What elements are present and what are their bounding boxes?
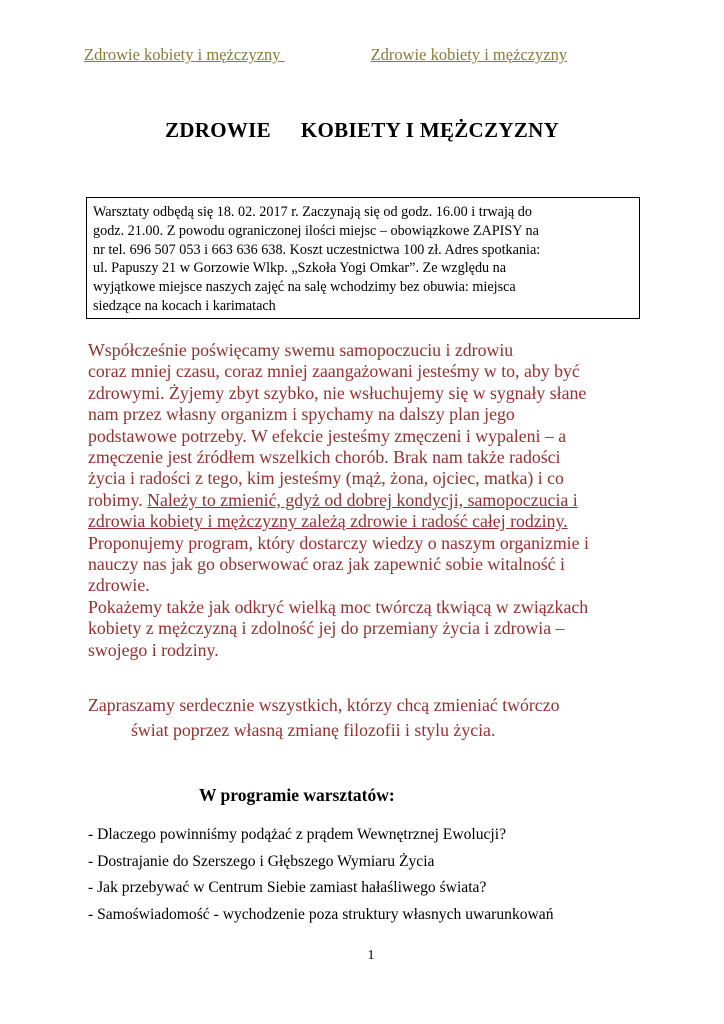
info-line: ul. Papuszy 21 w Gorzowie Wlkp. „Szkoła Yogi Omkar”. Ze względu na [93,260,507,277]
body-line: zdrowymi. Żyjemy zbyt szybko, nie wsłuchujemy się w sygnały słane [88,382,587,403]
page-title [0,118,724,143]
list-item: - Jak przebywać w Centrum Siebie zamiast hałaśliwego świata? [88,879,487,896]
invitation-paragraph [88,693,648,742]
info-line: Warsztaty odbędą się 18. 02. 2017 r. Zaczynają się od godz. 16.00 i trwają do [93,204,532,220]
header-right-text: Zdrowie kobiety i mężczyzny [370,45,568,64]
body-line: Pokażemy także jak odkryć wielką moc twórczą tkwiącą w związkach [88,596,589,617]
body-text: robimy. [88,489,148,510]
body-line: nam przez własny organizm i spychamy na dalszy plan jego [88,404,515,425]
title-part1: ZDROWIE [164,118,271,142]
body-line: życia i radości z tego, kim jesteśmy (mąż, żona, ojciec, matka) i co [88,468,564,489]
running-header [84,44,604,65]
info-line: nr tel. 696 507 053 i 663 636 638. Koszt uczestnictwa 100 zł. Adres spotkania: [93,241,541,258]
body-line: coraz mniej czasu, coraz mniej zaangażowani jesteśmy w to, aby być [88,361,580,382]
body-line [88,511,648,532]
body-line: zmęczenie jest źródłem wszelkich chorób. Brak nam także radości [88,447,561,468]
body-line: kobiety z mężczyzną i zdolność jej do przemiany życia i zdrowia – [88,618,565,639]
body-line: nauczy nas jak go obserwować oraz jak zapewnić sobie witalność i [88,554,565,575]
invite-line: Zapraszamy serdecznie wszystkich, którzy chcą zmieniać twórczo [88,695,560,715]
intro-paragraph [88,340,648,661]
page-number: 1 [367,948,375,963]
info-line: godz. 21.00. Z powodu ograniczonej ilości miejsc – obowiązkowe ZAPISY na [93,222,539,239]
program-heading: W programie warsztatów: [199,785,395,805]
underlined-text: zdrowia kobiety i mężczyzny zależą zdrowie i radość całej rodziny. [88,511,568,532]
info-box [86,197,640,319]
list-item: - Dostrajanie do Szerszego i Głębszego Wymiaru Życia [88,852,435,870]
title-part2: KOBIETY I MĘŻCZYZNY [300,118,560,142]
body-line: swojego i rodziny. [88,639,219,660]
invite-line: świat poprzez własną zmianę filozofii i stylu życia. [131,719,496,740]
header-gap [281,44,371,65]
program-list [88,825,554,931]
body-line: Proponujemy program, który dostarczy wiedzy o naszym organizmie i [88,532,589,553]
body-line: zdrowie. [88,575,150,596]
body-line: Współcześnie poświęcamy swemu samopoczuciu i zdrowiu [88,340,514,360]
body-line [88,490,648,511]
info-line: wyjątkowe miejsce naszych zajęć na salę wchodzimy bez obuwia: miejsca [93,279,516,296]
list-item: - Samoświadomość - wychodzenie poza struktury własnych uwarunkowań [88,905,554,923]
body-line: podstawowe potrzeby. W efekcie jesteśmy zmęczeni i wypaleni – a [88,425,567,446]
info-line: siedzące na kocach i karimatach [93,297,276,314]
header-left-text: Zdrowie kobiety i mężczyzny [84,45,281,64]
underlined-text: Należy to zmienić, gdyż od dobrej kondycji, samopoczucia [147,489,569,510]
underlined-text: i [568,489,578,510]
list-item: - Dlaczego powinniśmy podążać z prądem Wewnętrznej Ewolucji? [88,826,507,843]
